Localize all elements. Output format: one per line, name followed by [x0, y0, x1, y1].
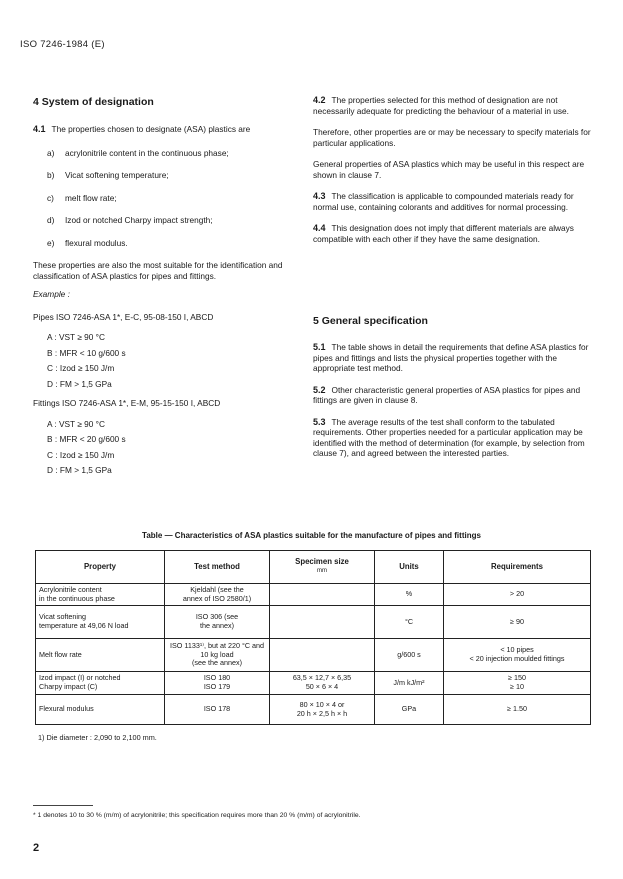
list-item: acrylonitrile content in the continuous phase;: [65, 147, 229, 158]
cell: ≥ 90: [444, 606, 591, 639]
cell: 63,5 × 12,7 × 6,35 50 × 6 × 4: [270, 672, 375, 695]
pipes-codes: [47, 330, 308, 392]
list-marker: b): [47, 170, 55, 180]
section-5-body: [313, 342, 593, 459]
clause-4-4-text: This designation does not imply that different materials are always compatible with each other if they have the same designation.: [313, 223, 574, 244]
footnote-divider: [33, 805, 93, 806]
cell: > 20: [444, 584, 591, 606]
cell: g/600 s: [375, 639, 444, 672]
paragraph: General properties of ASA plastics which may be useful in this respect are shown in clause 7.: [313, 159, 585, 180]
list-item: Izod or notched Charpy impact strength;: [65, 215, 213, 225]
column-header: Requirements: [444, 551, 591, 584]
clause-5-3-text: The average results of the test shall conform to the tabulated requirements. Other properties needed for a particular application may be identified with the method of determination (for example, by selection from clause 7), and agreed between the interested parties.: [313, 416, 585, 458]
table-caption: Table — Characteristics of ASA plastics suitable for the manufacture of pipes and fittings: [142, 531, 481, 540]
characteristics-table: [35, 550, 591, 725]
list-marker: c): [47, 192, 54, 203]
cell: [270, 606, 375, 639]
cell: Flexural modulus: [36, 695, 165, 725]
pipes-designation: Pipes ISO 7246-ASA 1*, E-C, 95-08-150 I, ABCD: [33, 311, 214, 322]
paragraph: Therefore, other properties are or may be necessary to specify materials for particular applications.: [313, 127, 591, 148]
column-header: Property: [36, 551, 165, 584]
table-row: [36, 606, 591, 639]
footnote: * 1 denotes 10 to 30 % (m/m) of acrylonitrile; this specification requires more than 20 % (m/m) of acrylonitrile.: [33, 812, 361, 819]
cell: ISO 178: [165, 695, 270, 725]
section-5-title: 5 General specification: [313, 315, 428, 327]
clause-4-3-text: The classification is applicable to compounded materials ready for normal use, containing colorants and additives for normal processing.: [313, 191, 574, 212]
cell: ≥ 1.50: [444, 695, 591, 725]
column-header: Units: [375, 551, 444, 584]
table-note: 1) Die diameter : 2,090 to 2,100 mm.: [38, 733, 157, 742]
clause-number: 4.3: [313, 191, 326, 201]
column-header: Test method: [165, 551, 270, 584]
code-item: B : MFR < 20 g/600 s: [47, 434, 126, 444]
table-row: [36, 639, 591, 672]
code-item: A : VST ≥ 90 °C: [47, 332, 105, 342]
clause-number: 5.2: [313, 384, 326, 395]
table-row: [36, 584, 591, 606]
cell: Melt flow rate: [36, 639, 165, 672]
code-item: C : Izod ≥ 150 J/m: [47, 363, 115, 373]
section-4-title: 4 System of designation: [33, 96, 154, 108]
example-label: Example :: [33, 289, 70, 299]
list-item: flexural modulus.: [65, 237, 128, 248]
clause-5-2-text: Other characteristic general properties of ASA plastics for pipes and fittings are given in clause 8.: [313, 384, 581, 405]
cell: ≥ 150 ≥ 10: [444, 672, 591, 695]
cell: GPa: [375, 695, 444, 725]
code-item: B : MFR < 10 g/600 s: [47, 347, 126, 358]
cell: [270, 639, 375, 672]
header-unit: mm: [317, 568, 327, 574]
cell: 80 × 10 × 4 or 20 h × 2,5 h × h: [270, 695, 375, 725]
cell: Vicat softening temperature at 49,06 N load: [36, 606, 165, 639]
clause-number: 4.4: [313, 223, 326, 233]
code-item: C : Izod ≥ 150 J/m: [47, 449, 115, 460]
left-column: [33, 124, 308, 479]
list-marker: a): [47, 147, 55, 158]
clause-number: 5.3: [313, 416, 326, 427]
cell: [270, 584, 375, 606]
list-marker: e): [47, 237, 55, 248]
cell: °C: [375, 606, 444, 639]
fittings-designation: Fittings ISO 7246-ASA 1*, E-M, 95-15-150 I, ABCD: [33, 398, 221, 408]
cell: %: [375, 584, 444, 606]
clause-4-1-text: The properties chosen to designate (ASA) plastics are: [51, 124, 251, 134]
clause-number: 4.2: [313, 95, 326, 105]
clause-5-1-text: The table shows in detail the requirements that define ASA plastics for pipes and fittings and lists the physical properties together with the appropriate test method.: [313, 342, 589, 373]
document-header: ISO 7246-1984 (E): [20, 39, 105, 50]
page-number: 2: [33, 842, 40, 854]
list-item: melt flow rate;: [65, 192, 117, 203]
code-item: D : FM > 1,5 GPa: [47, 465, 112, 475]
clause-number: 4.1: [33, 124, 46, 134]
clause-4-2-text: The properties selected for this method of designation are not necessarily adequate for predicting the behaviour of a material in use.: [313, 95, 569, 116]
right-column: [313, 95, 593, 244]
cell: < 10 pipes < 20 injection moulded fittings: [444, 639, 591, 672]
table-row: [36, 672, 591, 695]
table-row: [36, 695, 591, 725]
cell: Kjeldahl (see the annex of ISO 2580/1): [165, 584, 270, 606]
list-marker: d): [47, 215, 55, 225]
column-header: [270, 551, 375, 584]
code-item: D : FM > 1,5 GPa: [47, 378, 112, 389]
table-header-row: [36, 551, 591, 584]
header-text: Specimen size: [295, 557, 349, 567]
fittings-codes: [47, 417, 308, 479]
cell: J/m kJ/m²: [375, 672, 444, 695]
cell: ISO 1133¹⁾, but at 220 °C and 10 kg load (see the annex): [165, 639, 270, 672]
suitability-paragraph: These properties are also the most suitable for the identification and classification of ASA plastics for pipes and fittings.: [33, 260, 283, 281]
cell: Acrylonitrile content in the continuous phase: [36, 584, 165, 606]
cell: ISO 180 ISO 179: [165, 672, 270, 695]
cell: ISO 306 (see the annex): [165, 606, 270, 639]
cell: Izod impact (I) or notched Charpy impact (C): [36, 672, 165, 695]
code-item: A : VST ≥ 90 °C: [47, 418, 105, 429]
clause-number: 5.1: [313, 342, 326, 352]
property-list: [33, 148, 308, 249]
list-item: Vicat softening temperature;: [65, 170, 169, 180]
